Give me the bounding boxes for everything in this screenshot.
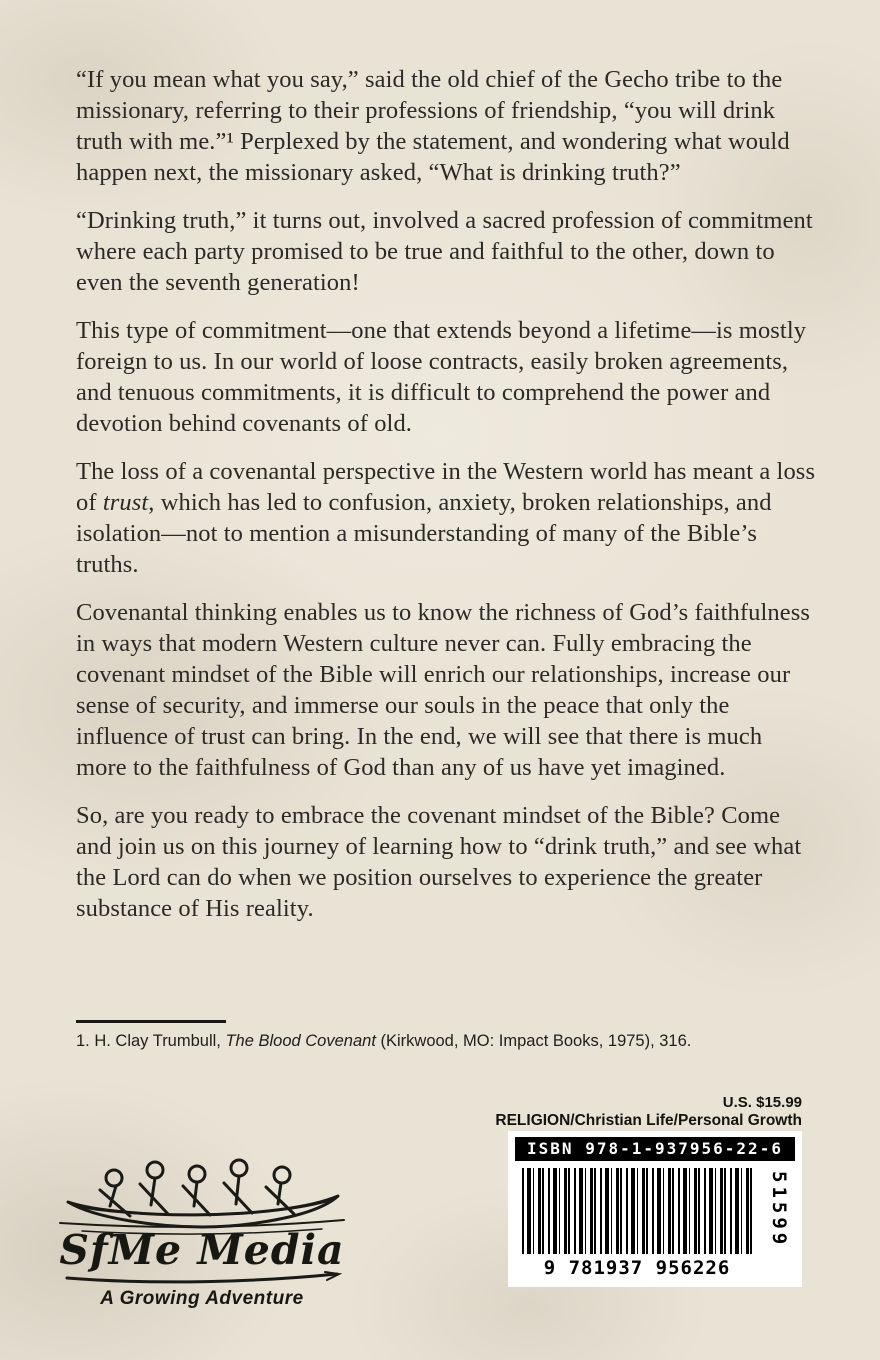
footnote-divider [76,1020,226,1023]
paragraph-3: This type of commitment—one that extends beyond a lifetime—is mostly foreign to us. In our world of loose contracts, easily broken agreements, and tenuous commitments, it is difficult to comprehend the power and devotion behind covenants of old. [76,317,807,437]
barcode-digits: 9 781937 956226 [518,1257,756,1279]
publisher-logo [50,1126,354,1310]
paragraph-4 [76,456,816,580]
paragraph-1: “If you mean what you say,” said the old chief of the Gecho tribe to the missionary, referring to their professions of friendship, “you will drink truth with me.”¹ Perplexed by the statement, and wondering what would happen next, the missionary asked, “What is drinking truth?” [76,66,790,186]
footnote-post: (Kirkwood, MO: Impact Books, 1975), 316. [375,1032,692,1050]
paragraph-5: Covenantal thinking enables us to know the richness of God’s faithfulness in ways that modern Western culture never can. Fully embracing the covenant mindset of the Bible will enrich our relationships, increase our sense of security, and immerse our souls in the peace that only the influence of trust can bring. In the end, we will see that there is much more to the faithfulness of God than any of us have yet imagined. [76,599,811,781]
back-cover-text [76,64,816,941]
footnote-book-title: The Blood Covenant [225,1032,376,1050]
paragraph-4-italic-trust: trust [102,489,149,516]
paragraph-4-pre: The loss of a covenantal perspective in the Western world has meant a loss of [76,458,816,516]
barcode-block [508,1131,802,1287]
price-label: U.S. $15.99 [722,1094,802,1111]
footnote [76,1020,818,1051]
barcode-bars-icon [522,1168,756,1254]
canoe-rowers-icon [50,1126,354,1238]
publisher-tagline: A Growing Adventure [100,1288,304,1309]
isbn-label: ISBN 978-1-937956-22-6 [515,1137,795,1161]
footnote-text [76,1032,818,1051]
publisher-name: SfMe Media [59,1226,345,1274]
category-label: RELIGION/Christian Life/Personal Growth [495,1112,802,1129]
barcode-addon-digits: 51599 [768,1171,790,1249]
paragraph-6: So, are you ready to embrace the covenant mindset of the Bible? Come and join us on this journey of learning how to “drink truth,” and see what the Lord can do when we position ourselves to experience the greater substance of His reality. [76,802,802,922]
paragraph-4-post: , which has led to confusion, anxiety, broken relationships, and isolation—not to mention a misunderstanding of many of the Bible’s truths. [76,489,772,578]
footnote-pre: 1. H. Clay Trumbull, [76,1032,226,1050]
paragraph-2: “Drinking truth,” it turns out, involved a sacred profession of commitment where each party promised to be true and faithful to the other, down to even the seventh generation! [76,207,813,296]
